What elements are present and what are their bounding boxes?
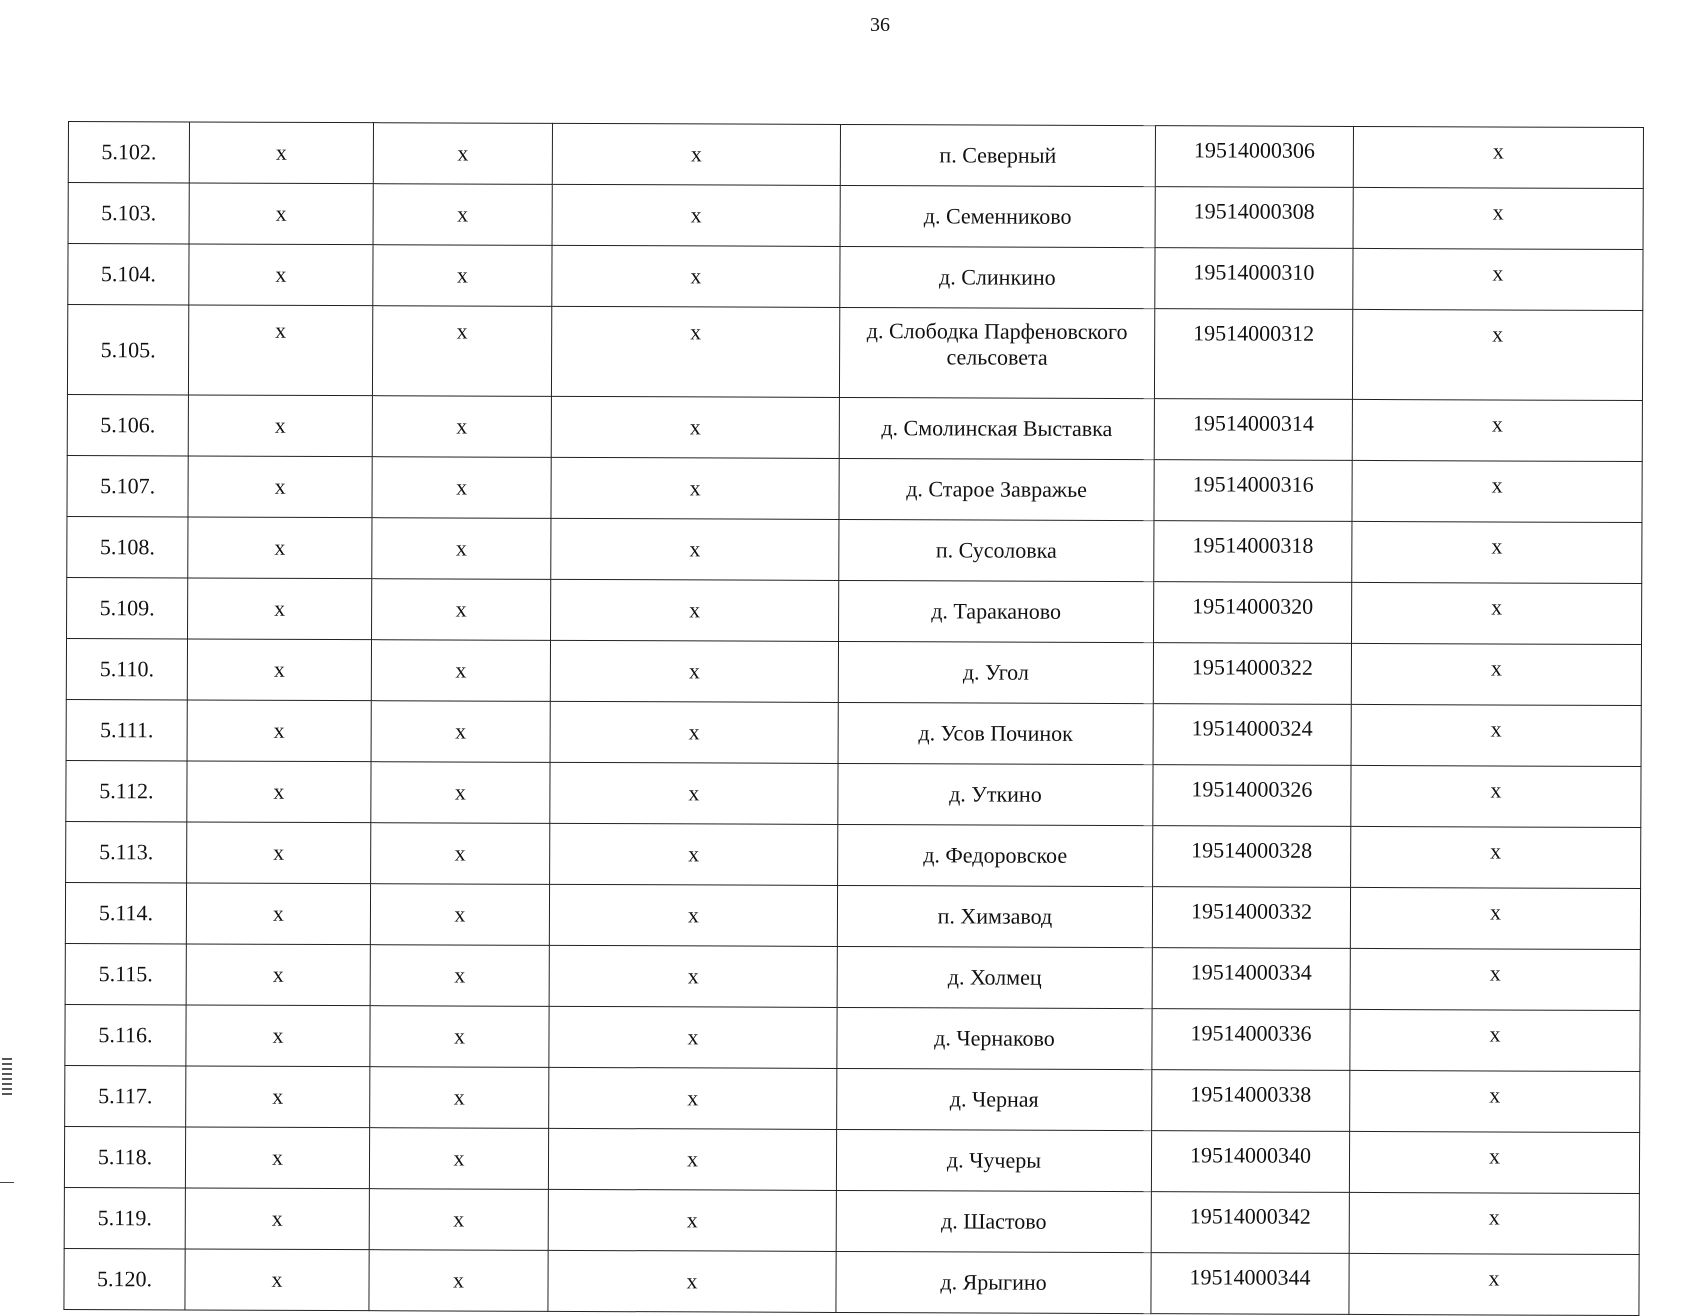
settlement-name-cell: п. Северный	[840, 124, 1155, 186]
table-row	[65, 943, 1640, 1010]
x-mark-cell: x	[551, 396, 839, 458]
table-row	[67, 394, 1642, 461]
table-row	[67, 516, 1642, 583]
x-mark-cell: x	[1352, 521, 1642, 583]
x-mark-cell: x	[1353, 126, 1643, 188]
x-mark-cell: x	[1349, 1131, 1639, 1193]
oktmo-code-cell: 19514000340	[1151, 1131, 1349, 1193]
table-row	[66, 821, 1641, 888]
row-number-cell: 5.104.	[68, 244, 189, 305]
table-row	[68, 122, 1643, 189]
row-number-cell: 5.120.	[64, 1248, 185, 1309]
row-number-cell: 5.118.	[64, 1126, 185, 1187]
x-mark-cell: x	[550, 640, 838, 702]
x-mark-cell: x	[371, 762, 550, 824]
oktmo-code-cell: 19514000314	[1154, 399, 1352, 461]
x-mark-cell: x	[1351, 643, 1641, 705]
row-number-cell: 5.111.	[66, 699, 187, 760]
x-mark-cell: x	[189, 183, 373, 245]
x-mark-cell: x	[1352, 460, 1642, 522]
x-mark-cell: x	[1350, 1070, 1640, 1132]
settlement-name-cell: д. Чернаково	[837, 1007, 1152, 1069]
oktmo-code-cell: 19514000310	[1155, 248, 1353, 310]
x-mark-cell: x	[372, 396, 551, 458]
x-mark-cell: x	[1350, 887, 1640, 949]
x-mark-cell: x	[373, 123, 552, 185]
x-mark-cell: x	[185, 1188, 369, 1250]
x-mark-cell: x	[370, 1067, 549, 1129]
x-mark-cell: x	[370, 884, 549, 946]
x-mark-cell: x	[187, 761, 371, 823]
x-mark-cell: x	[372, 457, 551, 519]
table-row	[66, 699, 1641, 766]
table-row	[68, 244, 1643, 311]
table-row	[64, 1248, 1639, 1315]
x-mark-cell: x	[548, 1189, 836, 1251]
settlement-name-cell: д. Федоровское	[838, 824, 1153, 886]
table-row	[64, 1126, 1639, 1193]
settlement-name-cell: д. Ярыгино	[836, 1251, 1151, 1313]
oktmo-code-cell: 19514000318	[1154, 521, 1352, 583]
row-number-cell: 5.117.	[65, 1065, 186, 1126]
x-mark-cell: x	[369, 1128, 548, 1190]
x-mark-cell: x	[550, 701, 838, 763]
oktmo-code-cell: 19514000322	[1153, 643, 1351, 705]
settlements-table-wrap	[63, 121, 1643, 1316]
page-number: 36	[870, 14, 890, 36]
x-mark-cell: x	[551, 579, 839, 641]
settlement-name-cell: д. Черная	[837, 1068, 1152, 1130]
table-row	[65, 1065, 1640, 1132]
x-mark-cell: x	[188, 578, 372, 640]
settlement-name-cell: д. Старое Завражье	[839, 458, 1154, 520]
x-mark-cell: x	[186, 883, 370, 945]
x-mark-cell: x	[549, 1067, 837, 1129]
oktmo-code-cell: 19514000306	[1155, 126, 1353, 188]
x-mark-cell: x	[185, 1127, 369, 1189]
x-mark-cell: x	[372, 306, 551, 397]
x-mark-cell: x	[372, 518, 551, 580]
x-mark-cell: x	[549, 945, 837, 1007]
x-mark-cell: x	[185, 1249, 369, 1311]
x-mark-cell: x	[370, 945, 549, 1007]
x-mark-cell: x	[373, 245, 552, 307]
row-number-cell: 5.108.	[67, 516, 188, 577]
x-mark-cell: x	[1351, 826, 1641, 888]
row-number-cell: 5.106.	[67, 394, 188, 455]
x-mark-cell: x	[550, 823, 838, 885]
settlement-name-cell: д. Шастово	[836, 1190, 1151, 1252]
row-number-cell: 5.113.	[66, 821, 187, 882]
oktmo-code-cell: 19514000324	[1153, 704, 1351, 766]
oktmo-code-cell: 19514000316	[1154, 460, 1352, 522]
x-mark-cell: x	[188, 456, 372, 518]
row-number-cell: 5.105.	[67, 305, 188, 395]
x-mark-cell: x	[1353, 248, 1643, 310]
oktmo-code-cell: 19514000320	[1154, 582, 1352, 644]
x-mark-cell: x	[552, 184, 840, 246]
x-mark-cell: x	[1349, 1192, 1639, 1254]
row-number-cell: 5.116.	[65, 1004, 186, 1065]
oktmo-code-cell: 19514000338	[1152, 1070, 1350, 1132]
settlement-name-cell: д. Угол	[838, 641, 1153, 703]
table-row	[65, 1004, 1640, 1071]
table-body	[64, 122, 1644, 1316]
x-mark-cell: x	[188, 517, 372, 579]
oktmo-code-cell: 19514000332	[1152, 887, 1350, 949]
x-mark-cell: x	[552, 123, 840, 185]
table-row	[65, 882, 1640, 949]
x-mark-cell: x	[188, 305, 372, 396]
x-mark-cell: x	[1351, 765, 1641, 827]
x-mark-cell: x	[551, 306, 839, 397]
x-mark-cell: x	[369, 1250, 548, 1312]
x-mark-cell: x	[1352, 582, 1642, 644]
x-mark-cell: x	[1349, 1253, 1639, 1315]
x-mark-cell: x	[186, 944, 370, 1006]
oktmo-code-cell: 19514000336	[1152, 1009, 1350, 1071]
oktmo-code-cell: 19514000312	[1154, 309, 1352, 400]
oktmo-code-cell: 19514000342	[1151, 1192, 1349, 1254]
oktmo-code-cell: 19514000334	[1152, 948, 1350, 1010]
x-mark-cell: x	[370, 1006, 549, 1068]
table-row	[68, 183, 1643, 250]
settlement-name-cell: д. Слободка Парфеновского сельсовета	[839, 307, 1154, 398]
oktmo-code-cell: 19514000326	[1153, 765, 1351, 827]
settlement-name-cell: д. Чучеры	[836, 1129, 1151, 1191]
x-mark-cell: x	[1352, 399, 1642, 461]
x-mark-cell: x	[369, 1189, 548, 1251]
x-mark-cell: x	[1350, 1009, 1640, 1071]
x-mark-cell: x	[186, 1066, 370, 1128]
row-number-cell: 5.103.	[68, 183, 189, 244]
margin-scan-mark	[2, 1058, 12, 1096]
settlement-name-cell: д. Смолинская Выставка	[839, 397, 1154, 459]
table-row	[67, 455, 1642, 522]
oktmo-code-cell: 19514000328	[1153, 826, 1351, 888]
x-mark-cell: x	[551, 518, 839, 580]
x-mark-cell: x	[549, 1006, 837, 1068]
row-number-cell: 5.119.	[64, 1187, 185, 1248]
settlement-name-cell: д. Уткино	[838, 763, 1153, 825]
table-row	[67, 305, 1642, 401]
x-mark-cell: x	[372, 579, 551, 641]
settlement-name-cell: п. Химзавод	[837, 885, 1152, 947]
x-mark-cell: x	[189, 122, 373, 184]
settlement-name-cell: п. Сусоловка	[839, 519, 1154, 581]
x-mark-cell: x	[1352, 309, 1642, 400]
x-mark-cell: x	[189, 244, 373, 306]
table-row	[67, 577, 1642, 644]
table-row	[64, 1187, 1639, 1254]
x-mark-cell: x	[548, 1128, 836, 1190]
oktmo-code-cell: 19514000308	[1155, 187, 1353, 249]
x-mark-cell: x	[187, 700, 371, 762]
oktmo-code-cell: 19514000344	[1151, 1253, 1349, 1315]
x-mark-cell: x	[1350, 948, 1640, 1010]
x-mark-cell: x	[552, 245, 840, 307]
x-mark-cell: x	[1351, 704, 1641, 766]
x-mark-cell: x	[371, 701, 550, 763]
x-mark-cell: x	[371, 823, 550, 885]
settlements-table	[63, 121, 1644, 1316]
x-mark-cell: x	[188, 395, 372, 457]
settlement-name-cell: д. Слинкино	[840, 246, 1155, 308]
row-number-cell: 5.115.	[65, 943, 186, 1004]
settlement-name-cell: д. Усов Починок	[838, 702, 1153, 764]
row-number-cell: 5.107.	[67, 455, 188, 516]
x-mark-cell: x	[549, 884, 837, 946]
x-mark-cell: x	[373, 184, 552, 246]
x-mark-cell: x	[187, 639, 371, 701]
x-mark-cell: x	[550, 762, 838, 824]
table-row	[66, 760, 1641, 827]
x-mark-cell: x	[187, 822, 371, 884]
margin-scan-line	[0, 1182, 14, 1183]
x-mark-cell: x	[551, 457, 839, 519]
row-number-cell: 5.109.	[67, 577, 188, 638]
settlement-name-cell: д. Тараканово	[839, 580, 1154, 642]
row-number-cell: 5.114.	[65, 882, 186, 943]
row-number-cell: 5.110.	[66, 638, 187, 699]
settlement-name-cell: д. Холмец	[837, 946, 1152, 1008]
x-mark-cell: x	[186, 1005, 370, 1067]
x-mark-cell: x	[1353, 187, 1643, 249]
row-number-cell: 5.102.	[68, 122, 189, 183]
row-number-cell: 5.112.	[66, 760, 187, 821]
settlement-name-cell: д. Семенниково	[840, 185, 1155, 247]
table-row	[66, 638, 1641, 705]
x-mark-cell: x	[548, 1250, 836, 1312]
x-mark-cell: x	[371, 640, 550, 702]
